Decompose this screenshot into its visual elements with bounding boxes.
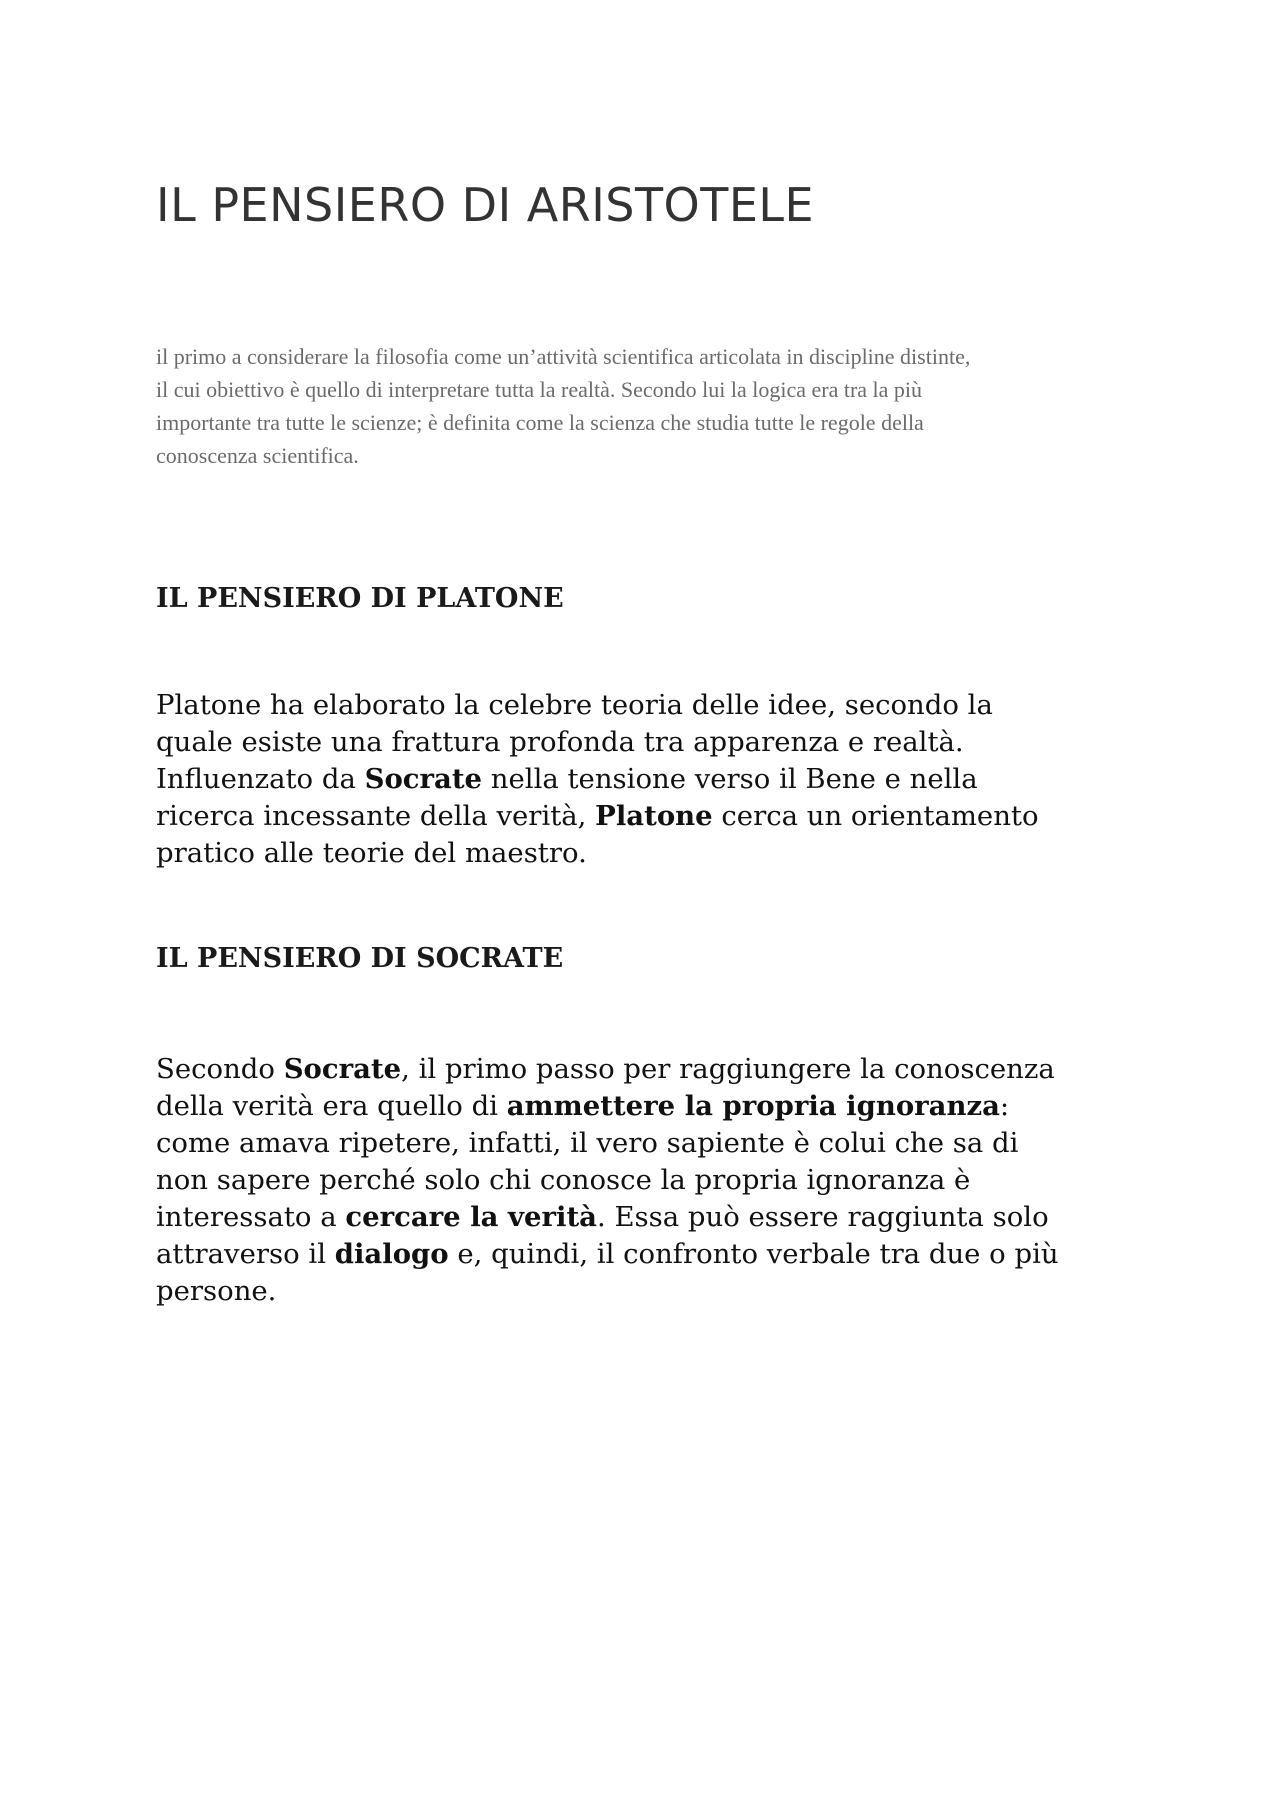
socrate-line: come amava ripetere, infatti, il vero sapiente è colui che sa di [156,1127,1019,1159]
text-run: . Essa può essere raggiunta solo [596,1201,1049,1233]
bold-run: dialogo [334,1238,449,1270]
text-run: interessato a [156,1201,346,1233]
socrate-line: persone. [156,1275,277,1307]
platone-line: Platone ha elaborato la celebre teoria delle idee, secondo la [156,689,993,721]
platone-line: pratico alle teorie del maestro. [156,837,587,869]
platone-line: quale esiste una frattura profonda tra apparenza e realtà. [156,726,964,758]
socrate-line: non sapere perché solo chi conosce la propria ignoranza è [156,1164,971,1196]
text-run: cerca un orientamento [712,800,1039,832]
text-run: e, quindi, il confronto verbale tra due o più [448,1238,1059,1270]
bold-run: Socrate [364,763,483,795]
text-run: ricerca incessante della verità, [156,800,596,832]
bold-run: cercare la verità [345,1201,597,1233]
platone-line [156,761,1126,798]
bold-run: Platone [595,800,713,832]
text-run: attraverso il [156,1238,335,1270]
platone-heading: IL PENSIERO DI PLATONE [156,583,564,614]
platone-paragraph [156,687,1126,872]
platone-line [156,798,1126,835]
socrate-line [156,1088,1126,1125]
socrate-line [156,1236,1126,1273]
socrate-line [156,1199,1126,1236]
text-run: della verità era quello di [156,1090,507,1122]
socrate-paragraph [156,1051,1126,1310]
bold-run: Socrate [283,1053,402,1085]
intro-line: il primo a considerare la filosofia come un’attività scientifica articolata in discipline distinte, [156,344,971,369]
intro-line: il cui obiettivo è quello di interpretare tutta la realtà. Secondo lui la logica era tra la più [156,377,923,402]
text-run: Secondo [156,1053,284,1085]
socrate-heading: IL PENSIERO DI SOCRATE [156,943,564,974]
intro-line: importante tra tutte le scienze; è definita come la scienza che studia tutte le regole della [156,410,924,435]
text-run: , il primo passo per raggiungere la conoscenza [401,1053,1055,1085]
text-run: nella tensione verso il Bene e nella [482,763,978,795]
text-run: : [999,1090,1010,1122]
page-title: IL PENSIERO DI ARISTOTELE [156,178,815,232]
bold-run: ammettere la propria ignoranza [506,1090,1000,1122]
intro-line: conoscenza scientifica. [156,443,359,468]
text-run: Influenzato da [156,763,365,795]
socrate-line [156,1051,1126,1088]
aristotele-paragraph [156,340,1131,472]
